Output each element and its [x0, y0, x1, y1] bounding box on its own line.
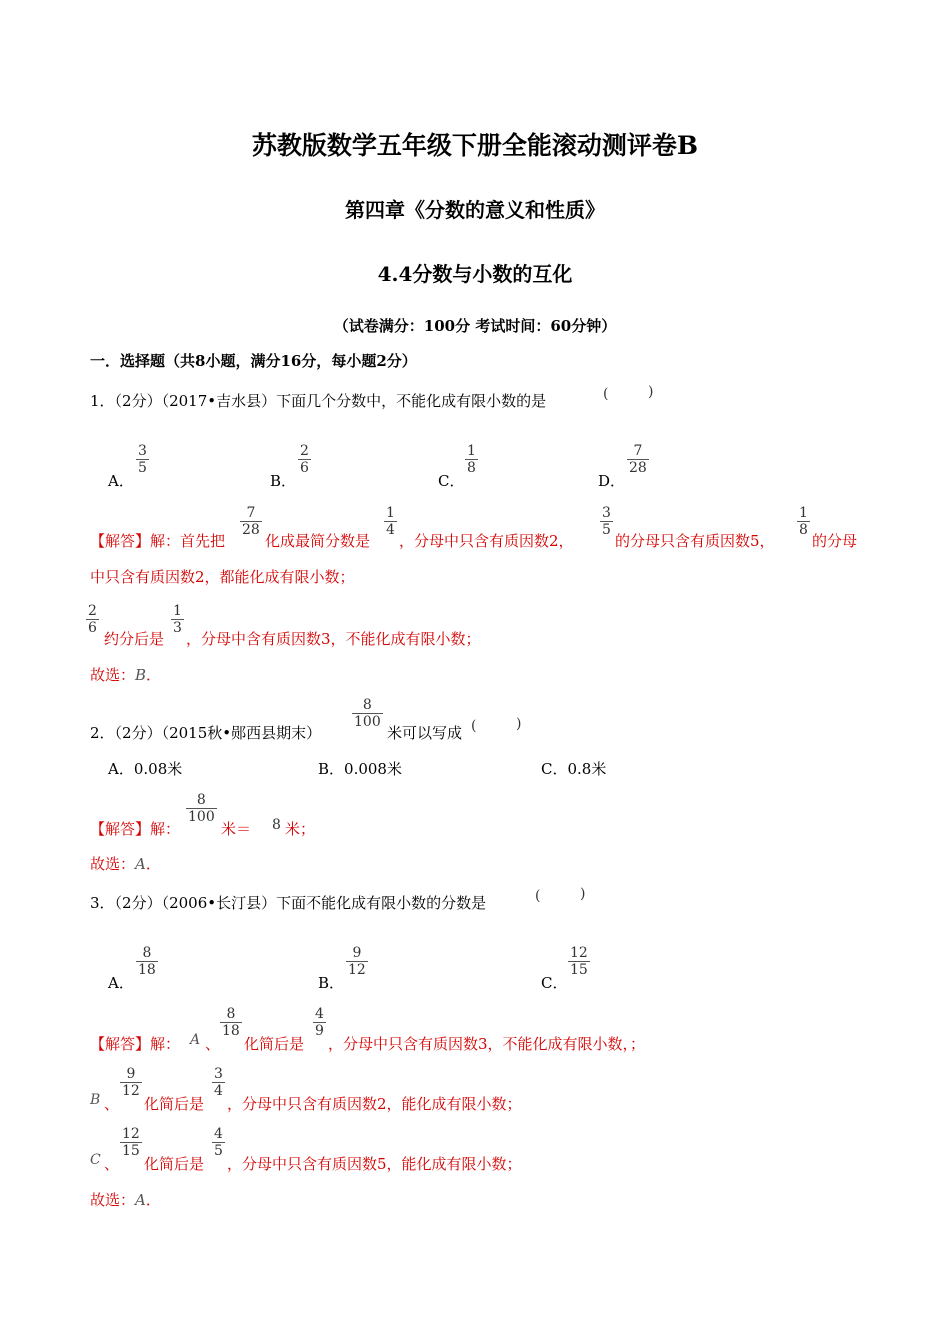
q1-sol-fraction-5: $\frac{2}{6}$: [88, 603, 97, 636]
q1-sol-text-2: ，分母中只含有质因数2，: [399, 532, 574, 550]
part1-heading: 一．选择题（共8小题，满分16分，每小题2分）: [90, 352, 417, 370]
q1-sol-text-6: ，分母中含有质因数3，不能化成有限小数；: [186, 630, 481, 648]
q3-sol-b-tail: ，分母中只含有质因数2，能化成有限小数；: [227, 1095, 522, 1113]
q2-answer-line: 故选：A．: [90, 855, 161, 873]
q3-sol-c-mid: 化简后是: [144, 1155, 205, 1173]
chapter-title: 第四章《分数的意义和性质》: [345, 198, 605, 222]
q3-answer-line: 故选：A．: [90, 1191, 161, 1209]
q2-option-c: C．0.8米: [541, 760, 607, 778]
q3-paren-close: ): [580, 886, 586, 902]
q3-option-b-fraction: $\frac{9}{12}$: [348, 945, 366, 978]
q3-sol-c-sep: 、: [104, 1155, 120, 1173]
q3-sol-c-fraction-2: $\frac{4}{5}$: [214, 1126, 223, 1159]
q1-sol-text-3: 的分母只含有质因数5，: [615, 532, 775, 550]
q1-option-c-label: C．: [438, 472, 465, 490]
q2-sol-fraction: $\frac{8}{100}$: [188, 792, 215, 825]
q3-sol-a-sep: 、: [205, 1035, 221, 1053]
q3-sol-a-letter: A: [190, 1032, 201, 1048]
page-title: 苏教版数学五年级下册全能滚动测评卷B: [251, 131, 699, 160]
q2-paren-close: ): [516, 716, 522, 732]
q3-sol-b-fraction-1: $\frac{9}{12}$: [122, 1066, 140, 1099]
q3-sol-a-fraction-2: $\frac{4}{9}$: [315, 1006, 324, 1039]
q2-stem-suffix: 米可以写成: [387, 724, 463, 742]
q3-option-a-label: A．: [108, 974, 134, 992]
q2-solution-prefix: 【解答】解：: [90, 820, 181, 838]
q2-answer: A: [135, 855, 146, 873]
q2-option-b: B．0.008米: [318, 760, 402, 778]
q1-answer: B: [135, 666, 147, 684]
q2-paren-open: (: [471, 718, 477, 734]
q3-option-c-label: C．: [541, 974, 568, 992]
q2-option-a: A．0.08米: [108, 760, 183, 778]
q1-option-a-fraction: $\frac{3}{5}$: [138, 443, 147, 476]
q3-paren-open: (: [535, 888, 541, 904]
q3-sol-a-mid: 化简后是: [244, 1035, 305, 1053]
q1-option-c-fraction: $\frac{1}{8}$: [467, 443, 476, 476]
q3-sol-c-tail: ，分母中只含有质因数5，能化成有限小数；: [227, 1155, 522, 1173]
q3-sol-a-fraction-1: $\frac{8}{18}$: [222, 1006, 240, 1039]
q1-answer-line: 故选：B．: [90, 666, 162, 684]
q1-stem: 1．（2分）（2017•吉水县）下面几个分数中，不能化成有限小数的是: [90, 392, 547, 410]
q1-sol-fraction-3: $\frac{3}{5}$: [602, 505, 611, 538]
q3-sol-b-letter: B: [90, 1092, 101, 1108]
q1-sol-fraction-6: $\frac{1}{3}$: [173, 603, 182, 636]
q1-option-a-label: A．: [108, 472, 134, 490]
q3-option-a-fraction: $\frac{8}{18}$: [138, 945, 156, 978]
q3-sol-b-mid: 化简后是: [144, 1095, 205, 1113]
q1-paren-close: ): [648, 384, 654, 400]
q3-answer: A: [135, 1191, 146, 1209]
q1-sol-text-1: 化成最简分数是: [265, 532, 371, 550]
q2-sol-text-2: 米；: [285, 820, 316, 838]
q3-sol-a-tail: ，分母中只含有质因数3，不能化成有限小数，；: [328, 1035, 646, 1053]
q1-option-d-fraction: $\frac{7}{28}$: [629, 443, 647, 476]
q3-sol-b-sep: 、: [104, 1095, 120, 1113]
q3-sol-b-fraction-2: $\frac{3}{4}$: [214, 1066, 223, 1099]
q1-paren-open: (: [603, 386, 609, 402]
q1-sol-fraction-2: $\frac{1}{4}$: [386, 505, 395, 538]
q2-stem-fraction: $\frac{8}{100}$: [354, 697, 381, 730]
q1-option-b-label: B．: [270, 472, 297, 490]
q1-sol-text-5: 约分后是: [104, 630, 165, 648]
q1-option-b-fraction: $\frac{2}{6}$: [300, 443, 309, 476]
q3-sol-c-fraction-1: $\frac{12}{15}$: [122, 1126, 140, 1159]
q1-solution-prefix: 【解答】解：首先把: [90, 532, 226, 550]
q1-option-d-label: D．: [598, 472, 626, 490]
q1-sol-fraction-4: $\frac{1}{8}$: [799, 505, 808, 538]
q3-solution-prefix: 【解答】解：: [90, 1035, 181, 1053]
q3-stem: 3．（2分）（2006•长汀县）下面不能化成有限小数的分数是: [90, 894, 487, 912]
q2-sol-text-1: 米＝: [221, 820, 252, 838]
exam-info: （试卷满分：100分 考试时间：60分钟）: [333, 317, 617, 335]
q3-option-b-label: B．: [318, 974, 345, 992]
q3-option-c-fraction: $\frac{12}{15}$: [570, 945, 588, 978]
q2-stem-prefix: 2．（2分）（2015秋•郧西县期末）: [90, 724, 322, 742]
section-title: 4.4分数与小数的互化: [377, 262, 573, 286]
q1-sol-text-4: 的分母: [812, 532, 858, 550]
q1-sol-line-2: 中只含有质因数2，都能化成有限小数；: [90, 568, 355, 586]
q3-sol-c-letter: C: [90, 1152, 101, 1168]
q1-sol-fraction-1: $\frac{7}{28}$: [242, 505, 260, 538]
q2-sol-value: 8: [272, 817, 281, 833]
